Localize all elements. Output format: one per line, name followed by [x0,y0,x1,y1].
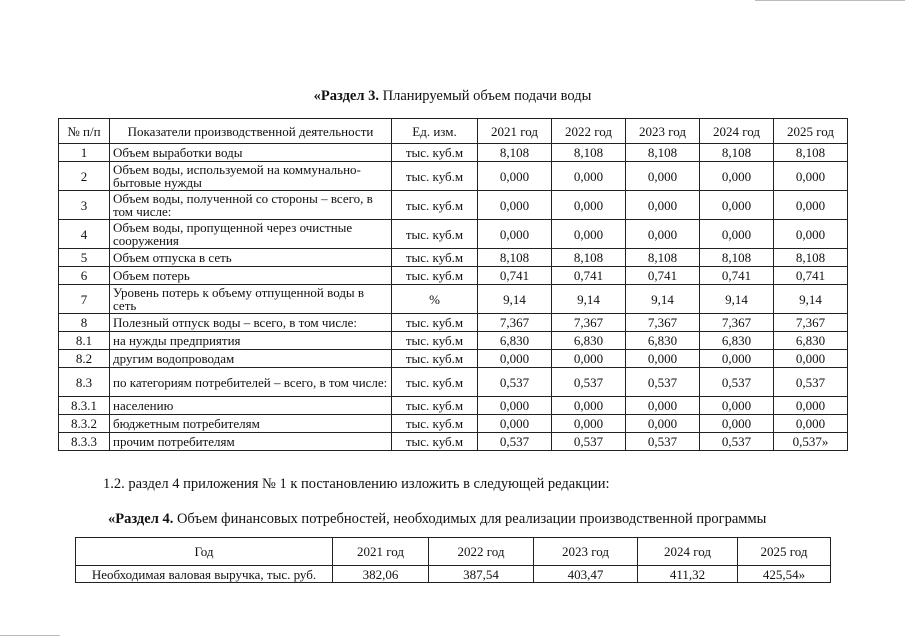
value-cell: 7,367 [626,314,700,332]
value-cell: 0,741 [774,267,848,285]
header-year: 2023 год [534,538,638,566]
table-row [59,144,848,162]
table-row [59,350,848,368]
water-supply-table [58,118,848,451]
table-header-row [59,119,848,144]
value-cell: 9,14 [700,285,774,314]
table-row [59,285,848,314]
unit-cell: тыс. куб.м [392,332,478,350]
value-cell: 0,000 [700,415,774,433]
row-number: 3 [59,191,110,220]
value-cell: 6,830 [478,332,552,350]
table-row [59,162,848,191]
unit-cell: тыс. куб.м [392,249,478,267]
value-cell: 0,000 [626,162,700,191]
indicator-name: Объем воды, полученной со стороны – всего, в том числе: [110,191,392,220]
value-cell: 0,741 [700,267,774,285]
header-year-label: Год [76,538,333,566]
value-cell: 9,14 [552,285,626,314]
header-indicator: Показатели производственной деятельности [110,119,392,144]
value-cell: 9,14 [774,285,848,314]
value-cell: 0,537 [478,368,552,397]
table-row [59,415,848,433]
section4-title-text: Объем финансовых потребностей, необходимых для реализации производственной программы [173,511,767,527]
value-cell: 0,537 [700,433,774,451]
value-cell: 0,537» [774,433,848,451]
value-cell: 0,000 [700,220,774,249]
value-cell: 6,830 [626,332,700,350]
value-cell: 8,108 [700,144,774,162]
row-number: 8.3 [59,368,110,397]
header-year: 2025 год [738,538,831,566]
value-cell: 0,741 [626,267,700,285]
value-cell: 0,537 [478,433,552,451]
value-cell: 0,000 [552,350,626,368]
table-row [59,368,848,397]
unit-cell: тыс. куб.м [392,350,478,368]
value-cell: 0,000 [478,191,552,220]
indicator-name: населению [110,397,392,415]
value-cell: 425,54» [738,566,831,583]
value-cell: 9,14 [626,285,700,314]
table-row [59,191,848,220]
paragraph-1-2: 1.2. раздел 4 приложения № 1 к постановлению изложить в следующей редакции: [103,476,610,492]
header-year: 2022 год [552,119,626,144]
header-year: 2023 год [626,119,700,144]
value-cell: 0,000 [774,162,848,191]
value-cell: 7,367 [700,314,774,332]
value-cell: 8,108 [478,144,552,162]
value-cell: 0,000 [552,162,626,191]
value-cell: 7,367 [478,314,552,332]
section4-title-bold: «Раздел 4. [108,511,174,527]
table-row [59,267,848,285]
value-cell: 0,741 [552,267,626,285]
value-cell: 0,000 [478,415,552,433]
row-number: 2 [59,162,110,191]
unit-cell: тыс. куб.м [392,433,478,451]
table-row [59,397,848,415]
header-unit: Ед. изм. [392,119,478,144]
value-cell: 8,108 [552,144,626,162]
value-cell: 9,14 [478,285,552,314]
header-year: 2021 год [333,538,429,566]
value-cell: 0,000 [626,350,700,368]
unit-cell: тыс. куб.м [392,314,478,332]
value-cell: 0,000 [774,415,848,433]
scan-edge-top [755,0,905,3]
section4-title [108,511,766,528]
value-cell: 0,000 [700,162,774,191]
value-cell: 0,000 [552,397,626,415]
indicator-name: по категориям потребителей – всего, в том числе: [110,368,392,397]
section3-title-bold: «Раздел 3. [313,88,379,104]
value-cell: 0,537 [774,368,848,397]
value-cell: 6,830 [774,332,848,350]
row-number: 1 [59,144,110,162]
indicator-name: Объем потерь [110,267,392,285]
scan-edge-bottom [0,635,60,638]
value-cell: 0,000 [700,191,774,220]
value-cell: 403,47 [534,566,638,583]
value-cell: 8,108 [552,249,626,267]
value-cell: 6,830 [700,332,774,350]
row-number: 6 [59,267,110,285]
value-cell: 8,108 [774,144,848,162]
value-cell: 0,000 [774,397,848,415]
row-number: 7 [59,285,110,314]
value-cell: 0,537 [552,433,626,451]
value-cell: 0,000 [626,191,700,220]
section3-title-text: Планируемый объем подачи воды [378,88,592,104]
value-cell: 0,000 [774,220,848,249]
indicator-name: Объем отпуска в сеть [110,249,392,267]
indicator-name: Уровень потерь к объему отпущенной воды в сеть [110,285,392,314]
header-year: 2024 год [638,538,738,566]
indicator-name: Объем воды, пропущенной через очистные сооружения [110,220,392,249]
indicator-name: прочим потребителям [110,433,392,451]
value-cell: 387,54 [429,566,534,583]
table-row [59,249,848,267]
value-cell: 0,000 [552,220,626,249]
value-cell: 0,000 [774,350,848,368]
value-cell: 8,108 [478,249,552,267]
unit-cell: тыс. куб.м [392,191,478,220]
unit-cell: % [392,285,478,314]
value-cell: 8,108 [626,249,700,267]
row-number: 8.2 [59,350,110,368]
row-number: 8.3.3 [59,433,110,451]
value-cell: 0,000 [552,415,626,433]
value-cell: 0,000 [552,191,626,220]
value-cell: 0,000 [478,162,552,191]
indicator-name: Полезный отпуск воды – всего, в том числе: [110,314,392,332]
row-number: 8.3.2 [59,415,110,433]
indicator-name: другим водопроводам [110,350,392,368]
row-number: 8.3.1 [59,397,110,415]
indicator-name: Объем воды, используемой на коммунально-бытовые нужды [110,162,392,191]
value-cell: 0,000 [700,350,774,368]
unit-cell: тыс. куб.м [392,220,478,249]
row-number: 8.1 [59,332,110,350]
value-cell: 0,000 [478,350,552,368]
table-row [59,433,848,451]
unit-cell: тыс. куб.м [392,368,478,397]
value-cell: 0,000 [700,397,774,415]
section3-title [0,88,905,105]
indicator-name: бюджетным потребителям [110,415,392,433]
value-cell: 7,367 [774,314,848,332]
unit-cell: тыс. куб.м [392,267,478,285]
table-row [59,220,848,249]
unit-cell: тыс. куб.м [392,144,478,162]
row-label: Необходимая валовая выручка, тыс. руб. [76,566,333,583]
header-num: № п/п [59,119,110,144]
value-cell: 0,000 [478,397,552,415]
value-cell: 0,000 [626,220,700,249]
unit-cell: тыс. куб.м [392,397,478,415]
value-cell: 0,537 [626,433,700,451]
table-row [59,314,848,332]
value-cell: 0,537 [552,368,626,397]
value-cell: 411,32 [638,566,738,583]
unit-cell: тыс. куб.м [392,415,478,433]
header-year: 2021 год [478,119,552,144]
value-cell: 0,741 [478,267,552,285]
value-cell: 0,000 [626,415,700,433]
value-cell: 0,000 [478,220,552,249]
value-cell: 0,537 [626,368,700,397]
value-cell: 0,000 [626,397,700,415]
header-year: 2024 год [700,119,774,144]
value-cell: 382,06 [333,566,429,583]
table-row [76,566,831,583]
row-number: 5 [59,249,110,267]
indicator-name: Объем выработки воды [110,144,392,162]
row-number: 4 [59,220,110,249]
value-cell: 6,830 [552,332,626,350]
value-cell: 0,000 [774,191,848,220]
value-cell: 8,108 [626,144,700,162]
table-header-row [76,538,831,566]
unit-cell: тыс. куб.м [392,162,478,191]
value-cell: 8,108 [700,249,774,267]
indicator-name: на нужды предприятия [110,332,392,350]
financial-needs-table [75,537,831,583]
value-cell: 8,108 [774,249,848,267]
value-cell: 7,367 [552,314,626,332]
table-row [59,332,848,350]
row-number: 8 [59,314,110,332]
header-year: 2022 год [429,538,534,566]
value-cell: 0,537 [700,368,774,397]
header-year: 2025 год [774,119,848,144]
